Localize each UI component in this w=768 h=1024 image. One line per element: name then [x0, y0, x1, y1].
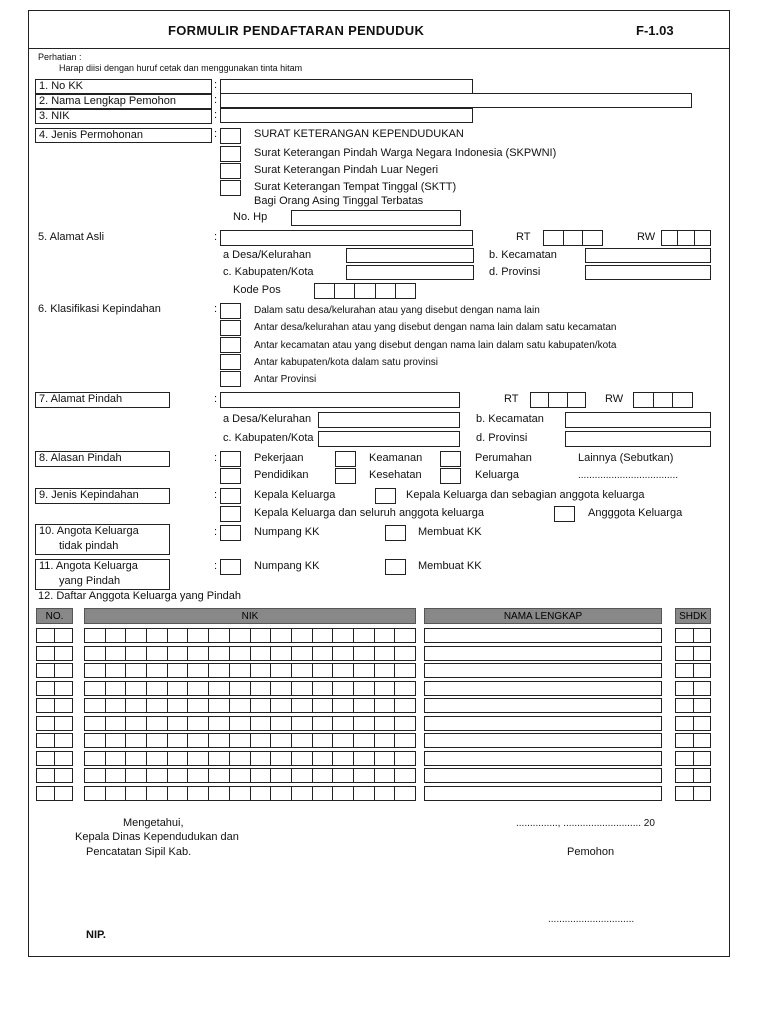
option-numpang-10: Numpang KK: [254, 526, 320, 538]
notice-text: Harap diisi dengan huruf cetak dan menggunakan tinta hitam: [59, 63, 303, 73]
option-lainnya: Lainnya (Sebutkan): [578, 452, 674, 464]
label-kec-asli: b. Kecamatan: [489, 249, 557, 261]
label-desa-pindah: a Desa/Kelurahan: [223, 413, 312, 425]
kodepos-cells[interactable]: [314, 283, 416, 299]
row-shdk-cells[interactable]: [675, 716, 711, 731]
option-skpln: Surat Keterangan Pindah Luar Negeri: [254, 164, 439, 176]
label-jenis-permohonan: 4. Jenis Permohonan: [35, 128, 212, 143]
label-desa-asli: a Desa/Kelurahan: [223, 249, 312, 261]
checkbox-numpang-11[interactable]: [220, 559, 241, 575]
kab-asli-input[interactable]: [346, 265, 474, 280]
notice-label: Perhatian :: [38, 52, 82, 62]
option-klas-1: Dalam satu desa/kelurahan atau yang disebut dengan nama lain: [254, 305, 540, 316]
row-nama-input[interactable]: [424, 663, 662, 678]
option-numpang-11: Numpang KK: [254, 560, 320, 572]
row-no-cells[interactable]: [36, 751, 73, 766]
row-no-cells[interactable]: [36, 768, 73, 783]
footer-kepala-1: Kepala Dinas Kependudukan dan: [75, 831, 239, 843]
alamat-asli-input[interactable]: [220, 230, 473, 246]
label-daftar: 12. Daftar Anggota Keluarga yang Pindah: [38, 590, 242, 602]
row-nama-input[interactable]: [424, 698, 662, 713]
nama-input[interactable]: [220, 93, 692, 108]
checkbox-perumahan[interactable]: [440, 451, 461, 467]
label-rw-asli: RW: [637, 231, 656, 243]
row-nik-cells[interactable]: [84, 663, 416, 678]
option-kep-2: Kepala Keluarga dan sebagian anggota keluarga: [406, 489, 645, 501]
label-prov-pindah: d. Provinsi: [476, 432, 528, 444]
table-header-shdk: SHDK: [675, 608, 711, 624]
checkbox-keamanan[interactable]: [335, 451, 356, 467]
prov-pindah-input[interactable]: [565, 431, 711, 447]
label-nik: 3. NIK: [35, 109, 212, 124]
checkbox-klas-2[interactable]: [220, 320, 241, 336]
footer-mengetahui: Mengetahui,: [123, 817, 184, 829]
option-sktt-desc: Bagi Orang Asing Tinggal Terbatas: [254, 195, 424, 207]
checkbox-pendidikan[interactable]: [220, 468, 241, 484]
row-nik-cells[interactable]: [84, 768, 416, 783]
row-nama-input[interactable]: [424, 628, 662, 643]
row-no-cells[interactable]: [36, 733, 73, 748]
label-alasan: 8. Alasan Pindah: [35, 451, 170, 467]
option-perumahan: Perumahan: [475, 452, 532, 464]
desa-pindah-input[interactable]: [318, 412, 460, 428]
no-kk-input[interactable]: [220, 79, 473, 94]
option-keamanan: Keamanan: [369, 452, 423, 464]
row-nik-cells[interactable]: [84, 786, 416, 801]
row-nama-input[interactable]: [424, 751, 662, 766]
row-nik-cells[interactable]: [84, 733, 416, 748]
row-no-cells[interactable]: [36, 786, 73, 801]
table-header-no: NO.: [36, 608, 73, 624]
label-kodepos: Kode Pos: [233, 284, 281, 296]
row-shdk-cells[interactable]: [675, 646, 711, 661]
row-nama-input[interactable]: [424, 716, 662, 731]
row-nik-cells[interactable]: [84, 646, 416, 661]
row-nik-cells[interactable]: [84, 751, 416, 766]
option-kep-3: Kepala Keluarga dan seluruh anggota keluarga: [254, 507, 484, 519]
row-nama-input[interactable]: [424, 786, 662, 801]
row-nik-cells[interactable]: [84, 716, 416, 731]
row-shdk-cells[interactable]: [675, 681, 711, 696]
row-shdk-cells[interactable]: [675, 698, 711, 713]
label-klasifikasi: 6. Klasifikasi Kepindahan: [38, 303, 161, 315]
option-membuat-10: Membuat KK: [418, 526, 482, 538]
table-header-nik: NIK: [84, 608, 416, 624]
row-nama-input[interactable]: [424, 646, 662, 661]
label-nama: 2. Nama Lengkap Pemohon: [35, 94, 212, 109]
label-kab-pindah: c. Kabupaten/Kota: [223, 432, 314, 444]
checkbox-kep-3[interactable]: [220, 506, 241, 522]
option-sktt: Surat Keterangan Tempat Tinggal (SKTT): [254, 181, 457, 193]
option-pekerjaan: Pekerjaan: [254, 452, 304, 464]
footer-pemohon: Pemohon: [567, 846, 615, 858]
checkbox-klas-5[interactable]: [220, 371, 241, 387]
option-klas-2: Antar desa/kelurahan atau yang disebut dengan nama lain dalam satu kecamatan: [254, 322, 617, 333]
checkbox-skpwni[interactable]: [220, 146, 241, 162]
option-klas-5: Antar Provinsi: [254, 374, 317, 385]
label-jenis-kepindahan: 9. Jenis Kepindahan: [35, 488, 170, 504]
checkbox-membuat-10[interactable]: [385, 525, 406, 541]
checkbox-kep-1[interactable]: [220, 488, 241, 504]
checkbox-klas-1[interactable]: [220, 303, 241, 319]
rt-pindah-cells[interactable]: [530, 392, 586, 408]
label-kab-asli: c. Kabupaten/Kota: [223, 266, 314, 278]
label-kec-pindah: b. Kecamatan: [476, 413, 544, 425]
label-alamat-pindah: 7. Alamat Pindah: [35, 392, 170, 408]
checkbox-numpang-10[interactable]: [220, 525, 241, 541]
row-no-cells[interactable]: [36, 663, 73, 678]
option-kesehatan: Kesehatan: [369, 469, 422, 481]
nohp-input[interactable]: [291, 210, 461, 226]
row-shdk-cells[interactable]: [675, 663, 711, 678]
row-nama-input[interactable]: [424, 733, 662, 748]
row-no-cells[interactable]: [36, 628, 73, 643]
label-rt-asli: RT: [516, 231, 531, 243]
row-nama-input[interactable]: [424, 768, 662, 783]
checkbox-keluarga[interactable]: [440, 468, 461, 484]
label-rw-pindah: RW: [605, 393, 624, 405]
checkbox-kesehatan[interactable]: [335, 468, 356, 484]
rt-asli-cells[interactable]: [543, 230, 603, 246]
checkbox-membuat-11[interactable]: [385, 559, 406, 575]
label-no-kk: 1. No KK: [35, 79, 212, 94]
option-membuat-11: Membuat KK: [418, 560, 482, 572]
row-shdk-cells[interactable]: [675, 733, 711, 748]
nik-input[interactable]: [220, 108, 473, 123]
option-kep-4: Angggota Keluarga: [588, 507, 683, 519]
rw-pindah-cells[interactable]: [633, 392, 693, 408]
label-prov-asli: d. Provinsi: [489, 266, 541, 278]
rw-asli-cells[interactable]: [661, 230, 711, 246]
row-nik-cells[interactable]: [84, 698, 416, 713]
row-no-cells[interactable]: [36, 698, 73, 713]
checkbox-skpln[interactable]: [220, 163, 241, 179]
table-header-nama: NAMA LENGKAP: [424, 608, 662, 624]
footer-kepala-2: Pencatatan Sipil Kab.: [86, 846, 192, 858]
checkbox-kep-4[interactable]: [554, 506, 575, 522]
desa-asli-input[interactable]: [346, 248, 474, 263]
row-no-cells[interactable]: [36, 681, 73, 696]
row-shdk-cells[interactable]: [675, 768, 711, 783]
checkbox-pekerjaan[interactable]: [220, 451, 241, 467]
form-code: F-1.03: [636, 23, 674, 38]
option-skpwni: Surat Keterangan Pindah Warga Negara Indonesia (SKPWNI): [254, 147, 557, 159]
footer-nip: NIP.: [86, 929, 106, 941]
option-pendidikan: Pendidikan: [254, 469, 309, 481]
checkbox-klas-4[interactable]: [220, 354, 241, 370]
footer-signature-line: ...............................: [548, 914, 635, 925]
row-no-cells[interactable]: [36, 646, 73, 661]
option-klas-3: Antar kecamatan atau yang disebut dengan nama lain dalam satu kabupaten/kota: [254, 340, 617, 351]
label-rt-pindah: RT: [504, 393, 519, 405]
option-klas-4: Antar kabupaten/kota dalam satu provinsi: [254, 357, 438, 368]
row-nik-cells[interactable]: [84, 681, 416, 696]
checkbox-sktt[interactable]: [220, 180, 241, 196]
row-shdk-cells[interactable]: [675, 628, 711, 643]
footer-date: ..............., ............................ 20: [516, 818, 655, 829]
header-divider: [28, 48, 730, 49]
label-anggota-pindah: 11. Angota Keluarga yang Pindah: [35, 559, 170, 590]
prov-asli-input[interactable]: [585, 265, 711, 280]
row-shdk-cells[interactable]: [675, 786, 711, 801]
lainnya-dots: ....................................: [578, 470, 679, 481]
row-shdk-cells[interactable]: [675, 751, 711, 766]
kec-pindah-input[interactable]: [565, 412, 711, 428]
row-nik-cells[interactable]: [84, 628, 416, 643]
kab-pindah-input[interactable]: [318, 431, 460, 447]
checkbox-kep-2[interactable]: [375, 488, 396, 504]
row-no-cells[interactable]: [36, 716, 73, 731]
checkbox-klas-3[interactable]: [220, 337, 241, 353]
label-alamat-asli: 5. Alamat Asli: [38, 231, 105, 243]
alamat-pindah-input[interactable]: [220, 392, 460, 408]
checkbox-skk[interactable]: [220, 128, 241, 144]
option-keluarga: Keluarga: [475, 469, 520, 481]
row-nama-input[interactable]: [424, 681, 662, 696]
option-skk: SURAT KETERANGAN KEPENDUDUKAN: [254, 128, 464, 140]
label-nohp: No. Hp: [233, 211, 268, 223]
label-anggota-tidak-pindah: 10. Angota Keluarga tidak pindah: [35, 524, 170, 555]
kec-asli-input[interactable]: [585, 248, 711, 263]
option-kep-1: Kepala Keluarga: [254, 489, 336, 501]
form-title: FORMULIR PENDAFTARAN PENDUDUK: [168, 23, 425, 38]
